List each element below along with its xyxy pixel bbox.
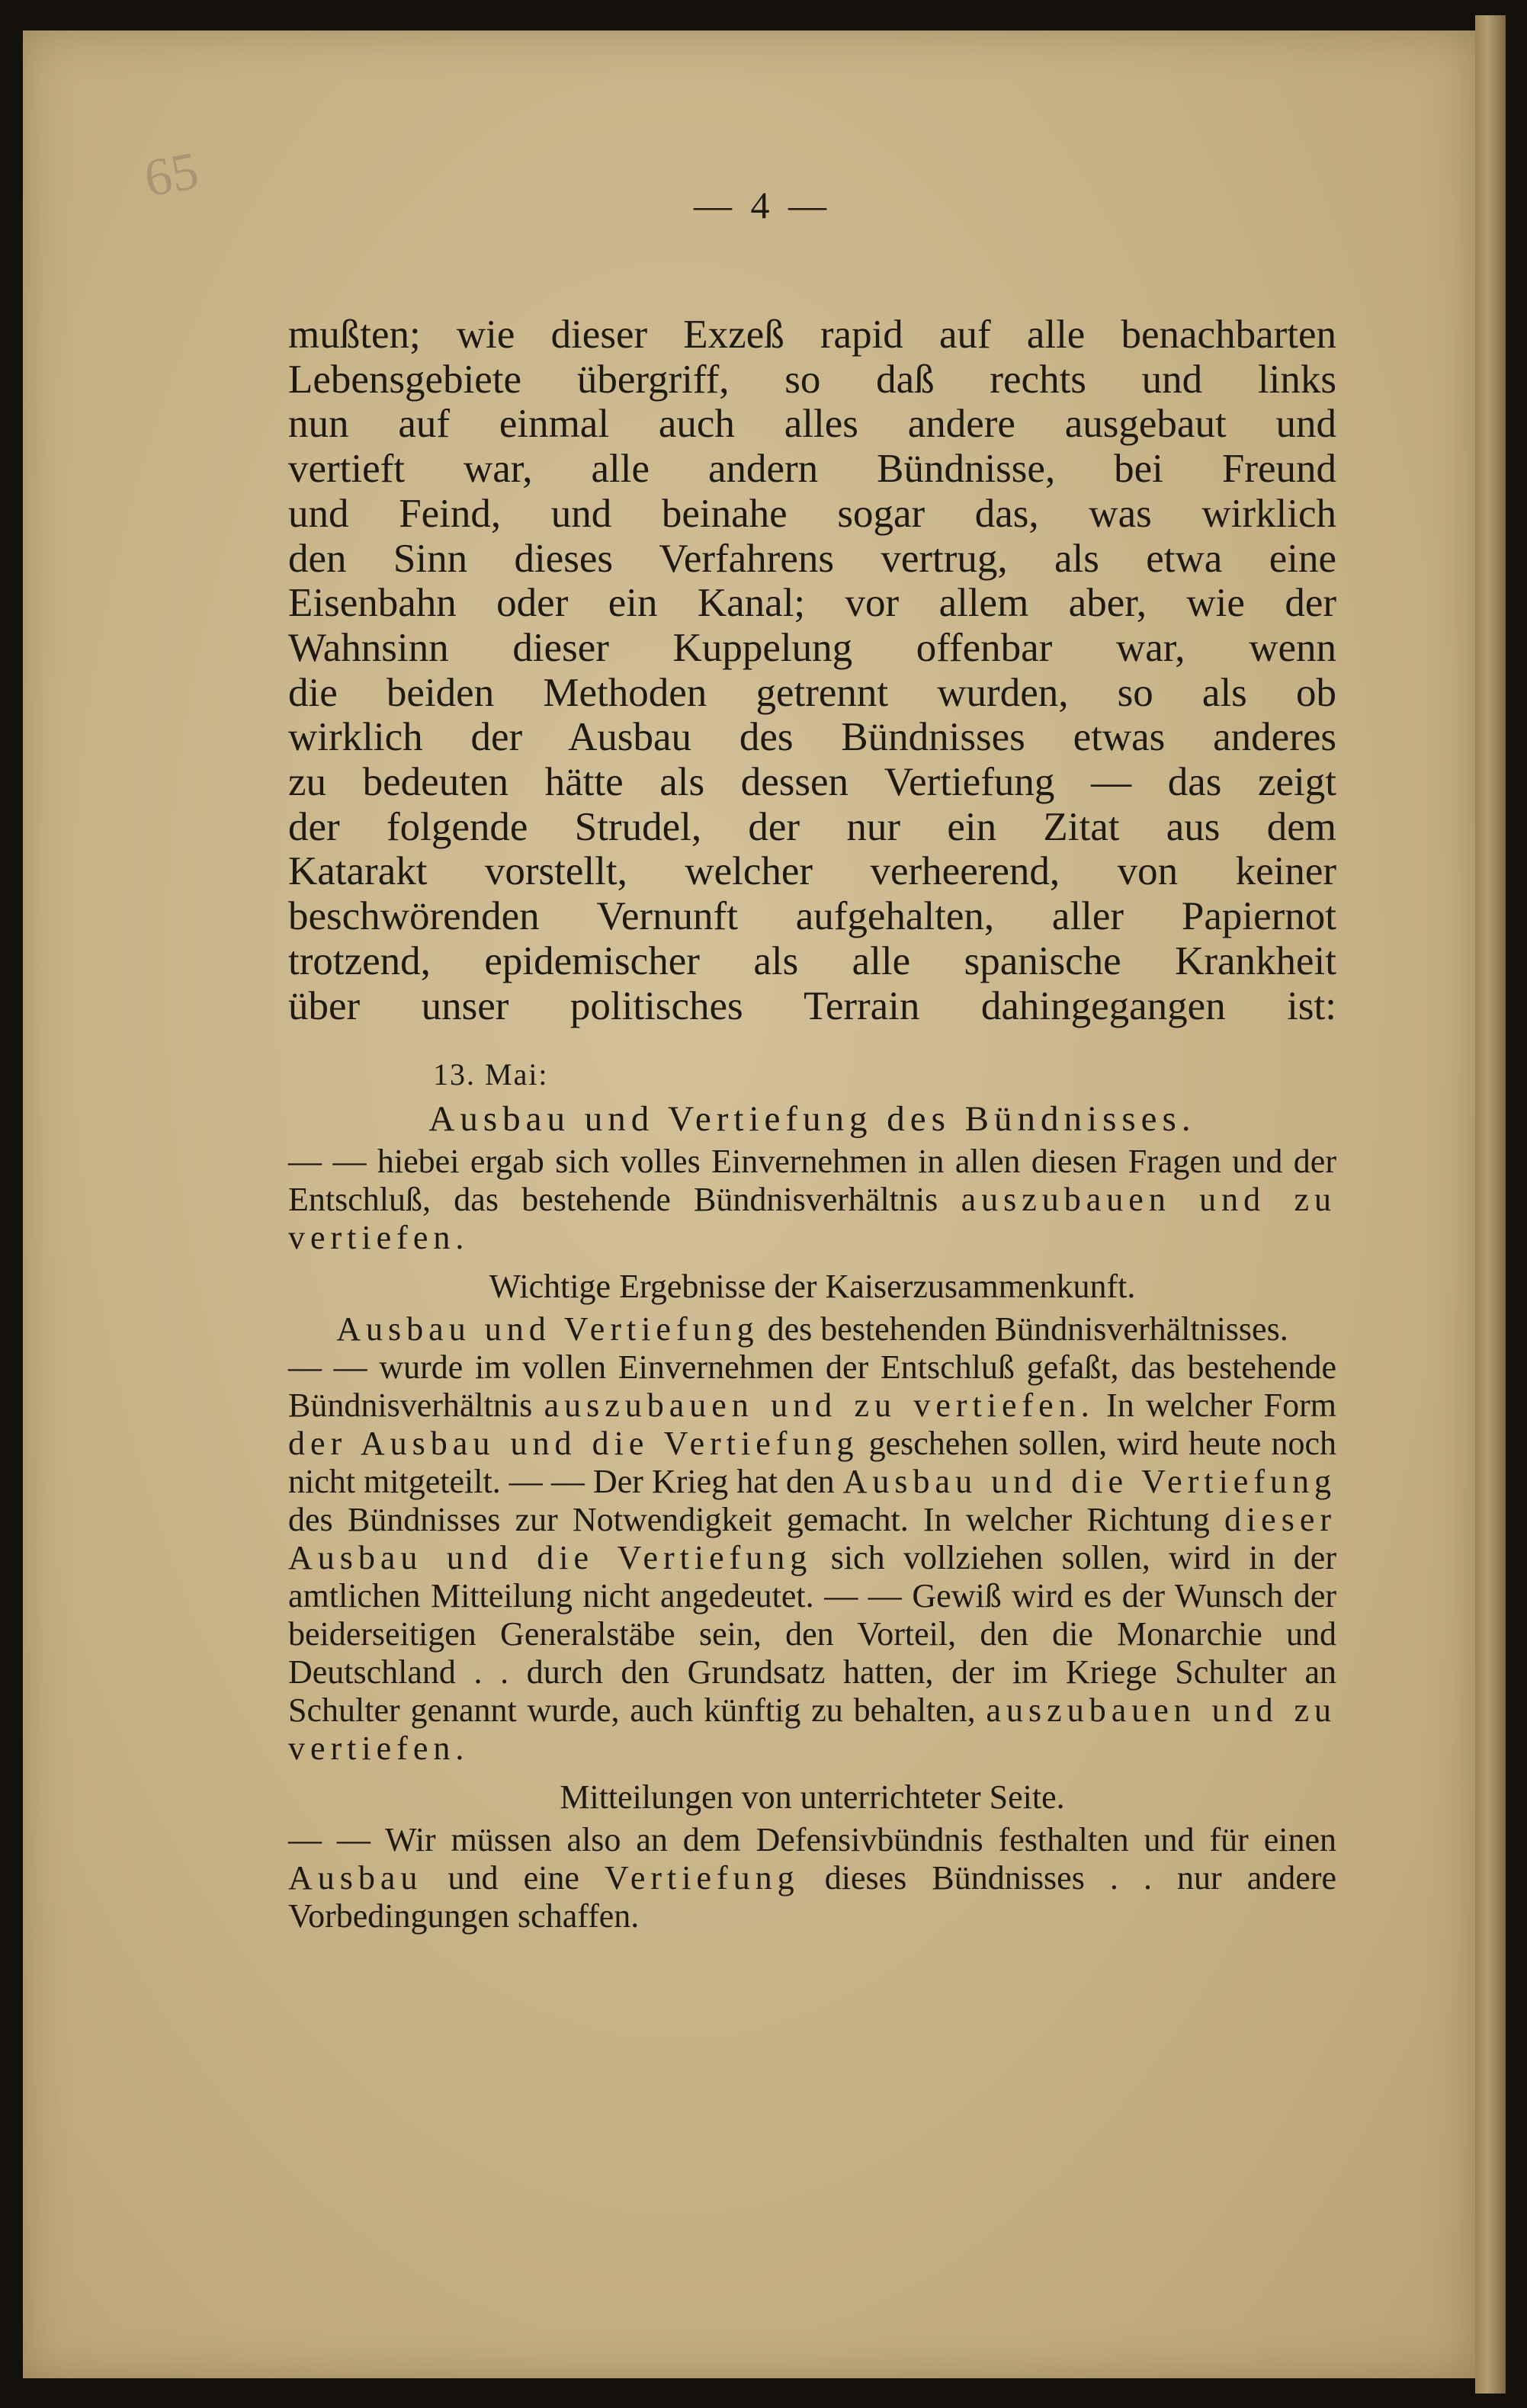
quote-date: 13. Mai: [433, 1057, 549, 1092]
quotation-block [288, 1056, 1336, 1935]
quote-paragraph: — — hiebei ergab sich volles Einvernehmen in allen diesen Fragen und der Entschluß, das bestehende Bündnisverhältnis auszubauen und zu vertiefen. [288, 1143, 1336, 1256]
quote-paragraph: — — Wir müssen also an dem Defensivbündnis festhalten und für einen Ausbau und eine Vertiefung dieses Bündnisses . . nur andere Vorbedingungen schaffen. [288, 1821, 1336, 1935]
text-line: über unser politisches Terrain dahingegangen ist: [288, 983, 1336, 1028]
text-line: nun auf einmal auch alles andere ausgebaut und [288, 402, 1336, 447]
text-line: wirklich der Ausbau des Bündnisses etwas anderes [288, 715, 1336, 760]
text-line: trotzend, epidemischer als alle spanische Krankheit [288, 938, 1336, 983]
text-line: den Sinn dieses Verfahrens vertrug, als etwa eine [288, 536, 1336, 581]
quote-heading: Ausbau und Vertiefung des Bündnisses. [428, 1099, 1196, 1139]
text-line: Katarakt vorstellt, welcher verheerend, von keiner [288, 849, 1336, 894]
text-line: und Feind, und beinahe sogar das, was wirklich [288, 491, 1336, 536]
text-line: beschwörenden Vernunft aufgehalten, aller Papiernot [288, 894, 1336, 939]
pencil-mark: 65 [140, 141, 204, 209]
page-edge [1475, 15, 1506, 2394]
page-number: — 4 — [694, 184, 831, 226]
text-line: zu bedeuten hätte als dessen Vertiefung — das zeigt [288, 760, 1336, 805]
quote-source: Mitteilungen von unterrichteter Seite. [560, 1778, 1065, 1816]
text-line: Eisenbahn oder ein Kanal; vor allem aber, wie der [288, 581, 1336, 626]
text-line: die beiden Methoden getrennt wurden, so als ob [288, 670, 1336, 715]
main-paragraph [288, 313, 1336, 1028]
text-line: der folgende Strudel, der nur ein Zitat aus dem [288, 804, 1336, 849]
quote-paragraph: — — wurde im vollen Einvernehmen der Entschluß gefaßt, das bestehende Bündnisverhältnis auszubauen und zu vertiefen. In welcher Form der Ausbau und die Vertiefung geschehen sollen, wird heute noch nicht mitgeteilt. — — Der Krieg hat den Ausbau und die Vertiefung des Bündnisses zur Notwendigkeit gemacht. In welcher Richtung dieser Ausbau und die Vertiefung sich vollziehen sollen, wird in der amtlichen Mitteilung nicht angedeutet. — — Gewiß wird es der Wunsch der beiderseitigen Generalstäbe sein, den Vorteil, den die Monarchie und Deutschland . . durch den Grundsatz hatten, der im Kriege Schulter an Schulter genannt wurde, auch künftig zu behalten, auszubauen und zu vertiefen. [288, 1348, 1337, 1767]
text-line: Lebensgebiete übergriff, so daß rechts und links [288, 357, 1336, 402]
text-line: mußten; wie dieser Exzeß rapid auf alle benachbarten [288, 313, 1336, 357]
text-line: Wahnsinn dieser Kuppelung offenbar war, wenn [288, 625, 1336, 670]
text-line: vertieft war, alle andern Bündnisse, bei Freund [288, 447, 1336, 492]
quote-heading: Ausbau und Vertiefung des bestehenden Bündnisverhältnisses. [336, 1310, 1288, 1348]
quote-source: Wichtige Ergebnisse der Kaiserzusammenkunft. [489, 1268, 1136, 1305]
